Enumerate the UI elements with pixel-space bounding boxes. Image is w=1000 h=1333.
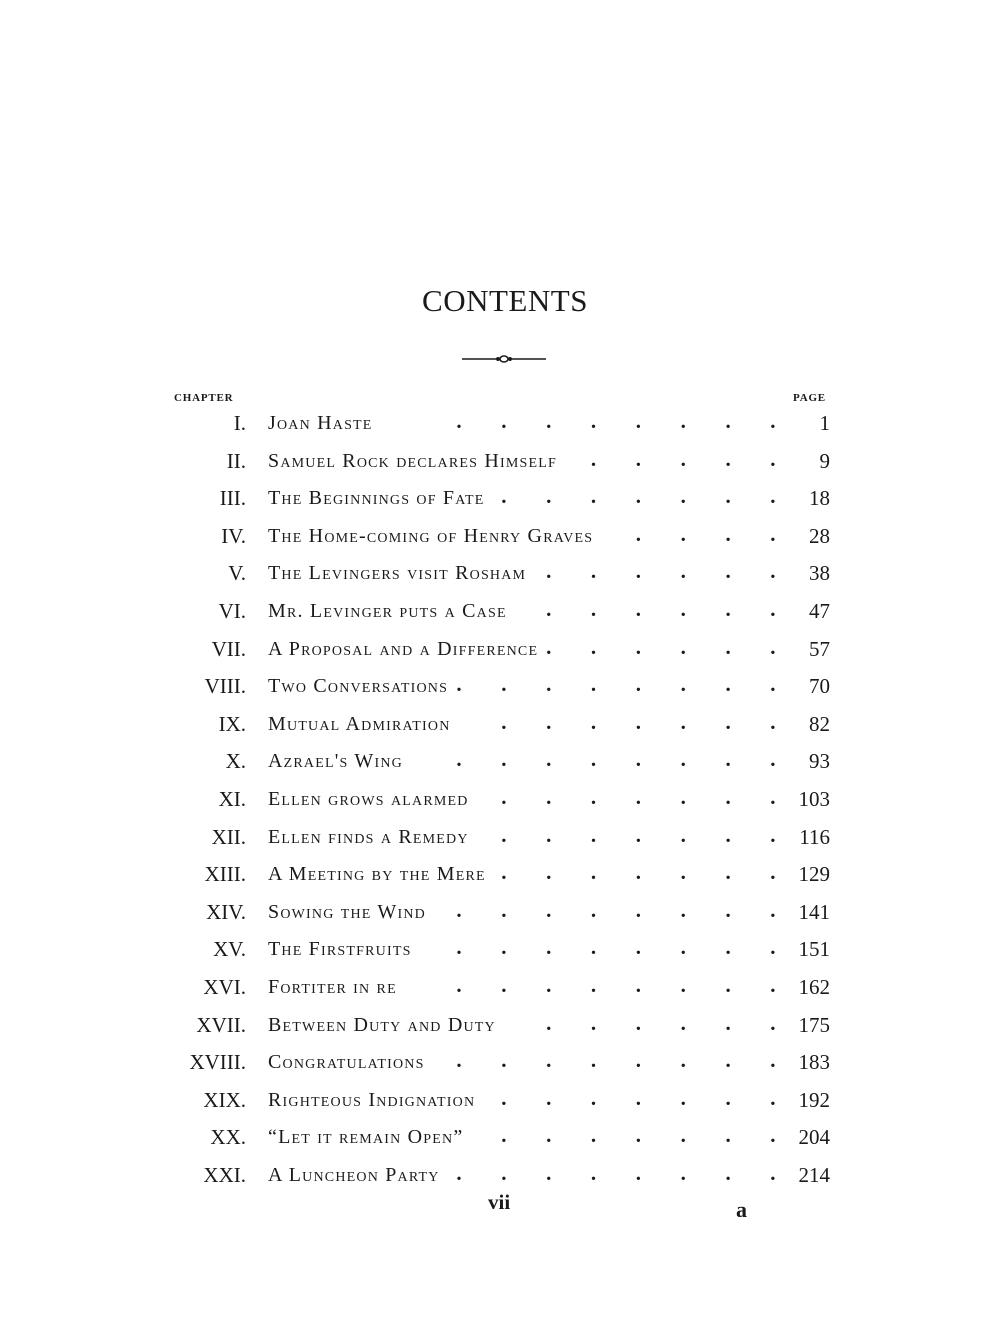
chapter-number: XX. [210, 1125, 246, 1150]
page-number: 28 [809, 523, 830, 548]
chapter-title: A Meeting by the Mere [268, 863, 486, 886]
page-number: 1 [819, 411, 830, 435]
page-number: 214 [798, 1163, 830, 1187]
toc-row [0, 749, 1000, 783]
contents-title: CONTENTS [422, 283, 588, 318]
chapter-number: XIV. [206, 899, 246, 924]
signature-mark: a [736, 1197, 747, 1222]
toc-row [0, 1050, 1000, 1084]
dot-leader: . . . . . [590, 446, 776, 471]
page-number: 18 [809, 486, 830, 511]
page-number: 47 [809, 599, 830, 623]
dot-leader: . . . . . . . [501, 860, 776, 885]
chapter-number: IX. [218, 711, 246, 736]
folio-number: vii [488, 1190, 511, 1214]
dot-leader: . . . . . . . . [456, 672, 776, 697]
chapter-title: A Proposal and a Difference [268, 637, 539, 660]
chapter-title: Azrael's Wing [268, 750, 403, 773]
toc-row [0, 975, 1000, 1009]
toc-row [0, 599, 1000, 633]
toc-row [0, 1085, 1000, 1122]
page-number: 82 [809, 711, 830, 736]
chapter-number: VII. [211, 636, 246, 661]
toc-row [0, 822, 1000, 859]
chapter-number: XVII. [196, 1012, 246, 1037]
chapter-title: Fortiter in re [268, 976, 397, 998]
chapter-title: The Home-coming of Henry Graves [268, 524, 594, 547]
chapter-title: The Levingers visit Rosham [268, 562, 527, 585]
page-number: 57 [809, 636, 830, 661]
toc-row [0, 862, 1000, 896]
toc-row [0, 486, 1000, 520]
page-number: 192 [798, 1087, 830, 1112]
dot-leader: . . . . . . . [501, 785, 776, 809]
page-number: 70 [809, 674, 830, 699]
chapter-number: XIX. [203, 1087, 246, 1112]
dot-leader: . . . . . . . [501, 1085, 776, 1110]
chapter-title: Ellen grows alarmed [268, 788, 469, 810]
chapter-number: VIII. [204, 674, 246, 699]
chapter-title: Samuel Rock declares Himself [268, 449, 557, 472]
chapter-column-header: CHAPTER [174, 392, 234, 404]
chapter-number: II. [226, 448, 246, 473]
dot-leader: . . . . . . . . [456, 1161, 776, 1185]
toc-row [0, 561, 1000, 595]
chapter-title: Righteous Indignation [268, 1088, 476, 1111]
chapter-number: XVIII. [189, 1050, 246, 1075]
toc-row [0, 1010, 1000, 1047]
page-number: 93 [809, 749, 830, 774]
page-number: 162 [798, 975, 830, 999]
page-number: 141 [798, 899, 830, 924]
chapter-number: VI. [218, 599, 246, 623]
chapter-title: Mutual Admiration [268, 712, 451, 735]
page-number: 183 [798, 1050, 830, 1075]
chapter-title: The Firstfruits [268, 938, 412, 961]
chapter-title: The Beginnings of Fate [268, 487, 485, 510]
page-column-header: PAGE [793, 392, 826, 404]
page-number: 38 [809, 561, 830, 586]
page-number: 204 [798, 1125, 830, 1150]
dot-leader: . . . . . . [546, 559, 776, 584]
page-number: 151 [798, 937, 830, 962]
toc-row [0, 521, 1000, 558]
page-number: 9 [819, 448, 830, 473]
chapter-title: “Let it remain Open” [268, 1126, 464, 1149]
dot-leader: . . . . . . . . [456, 935, 776, 960]
toc-row [0, 446, 1000, 483]
dot-leader: . . . . . . [546, 634, 776, 659]
dot-leader: . . . . . . . . [456, 1048, 776, 1073]
dot-leader: . . . . . . [546, 597, 776, 621]
page-number: 116 [799, 824, 830, 849]
chapter-number: XII. [211, 824, 246, 849]
dot-leader: . . . . . . . [501, 484, 776, 509]
chapter-number: I. [233, 411, 246, 435]
toc-row [0, 1125, 1000, 1159]
chapter-number: V. [228, 561, 246, 586]
chapter-number: IV. [221, 523, 246, 548]
toc-row [0, 674, 1000, 708]
toc-row [0, 937, 1000, 971]
toc-row [0, 411, 1000, 445]
toc-row [0, 897, 1000, 934]
chapter-title: Ellen finds a Remedy [268, 825, 469, 848]
dot-leader: . . . . [635, 521, 776, 546]
chapter-number: XVI. [203, 975, 246, 999]
chapter-number: X. [225, 749, 246, 774]
page-number: 129 [798, 862, 830, 887]
toc-row [0, 709, 1000, 746]
chapter-number: XIII. [204, 862, 246, 887]
dot-leader: . . . . . . [546, 1010, 776, 1035]
dot-leader: . . . . . . . [501, 709, 776, 734]
chapter-title: A Luncheon Party [268, 1164, 440, 1186]
dot-leader: . . . . . . . . [456, 897, 776, 922]
chapter-title: Two Conversations [268, 675, 449, 698]
ornament-icon [462, 354, 546, 364]
page-number: 103 [798, 787, 830, 811]
chapter-title: Between Duty and Duty [268, 1013, 496, 1036]
dot-leader: . . . . . . . . [456, 747, 776, 772]
dot-leader: . . . . . . . . [456, 973, 776, 997]
chapter-number: III. [219, 486, 246, 511]
chapter-number: XV. [213, 937, 246, 962]
chapter-number: XI. [218, 787, 246, 811]
chapter-title: Sowing the Wind [268, 900, 426, 923]
page-number: 175 [798, 1012, 830, 1037]
toc-row [0, 634, 1000, 671]
chapter-title: Mr. Levinger puts a Case [268, 600, 507, 622]
dot-leader: . . . . . . . . [456, 409, 776, 433]
toc-row [0, 787, 1000, 821]
chapter-title: Congratulations [268, 1051, 425, 1074]
chapter-title: Joan Haste [268, 412, 373, 434]
chapter-number: XXI. [203, 1163, 246, 1187]
dot-leader: . . . . . . . [501, 1123, 776, 1148]
dot-leader: . . . . . . . [501, 822, 776, 847]
